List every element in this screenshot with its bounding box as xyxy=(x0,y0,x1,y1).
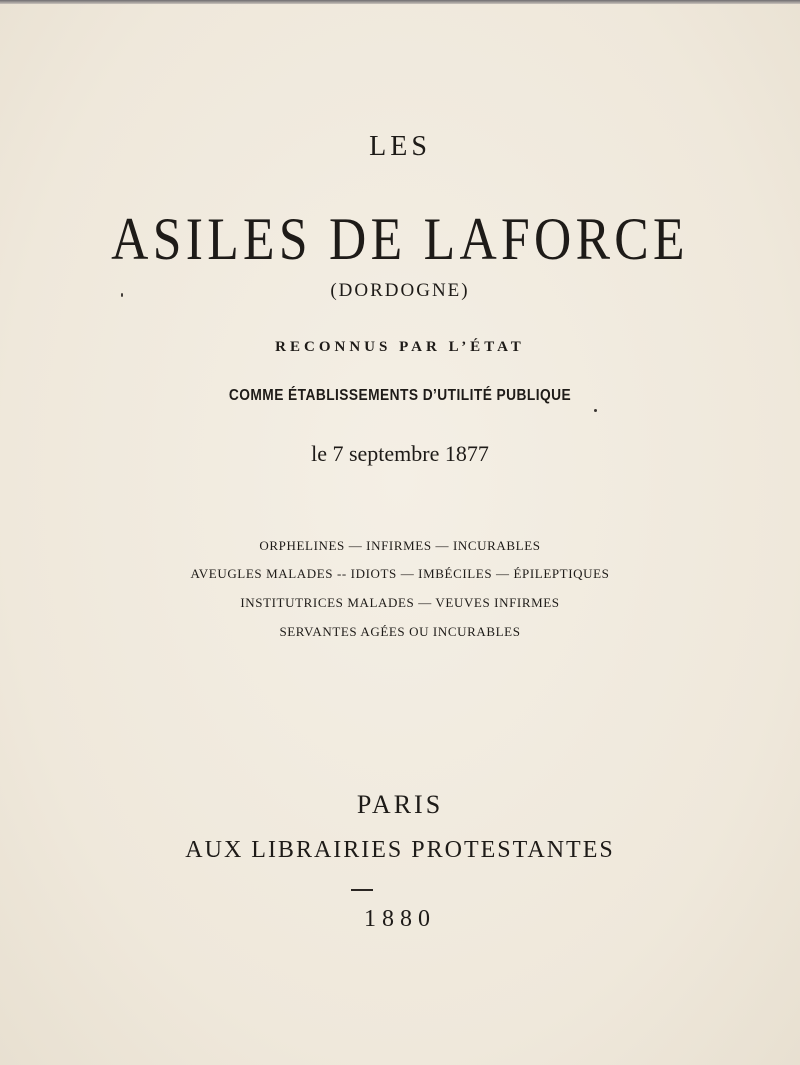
title-article: LES xyxy=(369,131,431,162)
department: (DORDOGNE) xyxy=(330,280,470,301)
category-line: AVEUGLES MALADES -- IDIOTS — IMBÉCILES — ÉPILEPTIQUES xyxy=(190,566,610,581)
category-line: INSTITUTRICES MALADES — VEUVES INFIRMES xyxy=(240,595,560,610)
designation-line: COMME ÉTABLISSEMENTS D’UTILITÉ PUBLIQUE xyxy=(228,387,572,404)
publisher: AUX LIBRAIRIES PROTESTANTES xyxy=(185,837,615,863)
recognition-line: RECONNUS PAR L’ÉTAT xyxy=(275,339,525,355)
ink-speck xyxy=(121,293,123,297)
ink-speck xyxy=(594,409,597,412)
page-top-edge xyxy=(0,0,800,4)
category-line: SERVANTES AGÉES OU INCURABLES xyxy=(279,624,521,639)
separator-rule xyxy=(351,889,373,891)
publication-year: 1880 xyxy=(364,906,436,932)
main-title: ASILES DE LAFORCE xyxy=(111,206,689,272)
recognition-date: le 7 septembre 1877 xyxy=(311,441,489,466)
category-line: ORPHELINES — INFIRMES — INCURABLES xyxy=(259,538,541,553)
publication-city: PARIS xyxy=(356,790,444,819)
